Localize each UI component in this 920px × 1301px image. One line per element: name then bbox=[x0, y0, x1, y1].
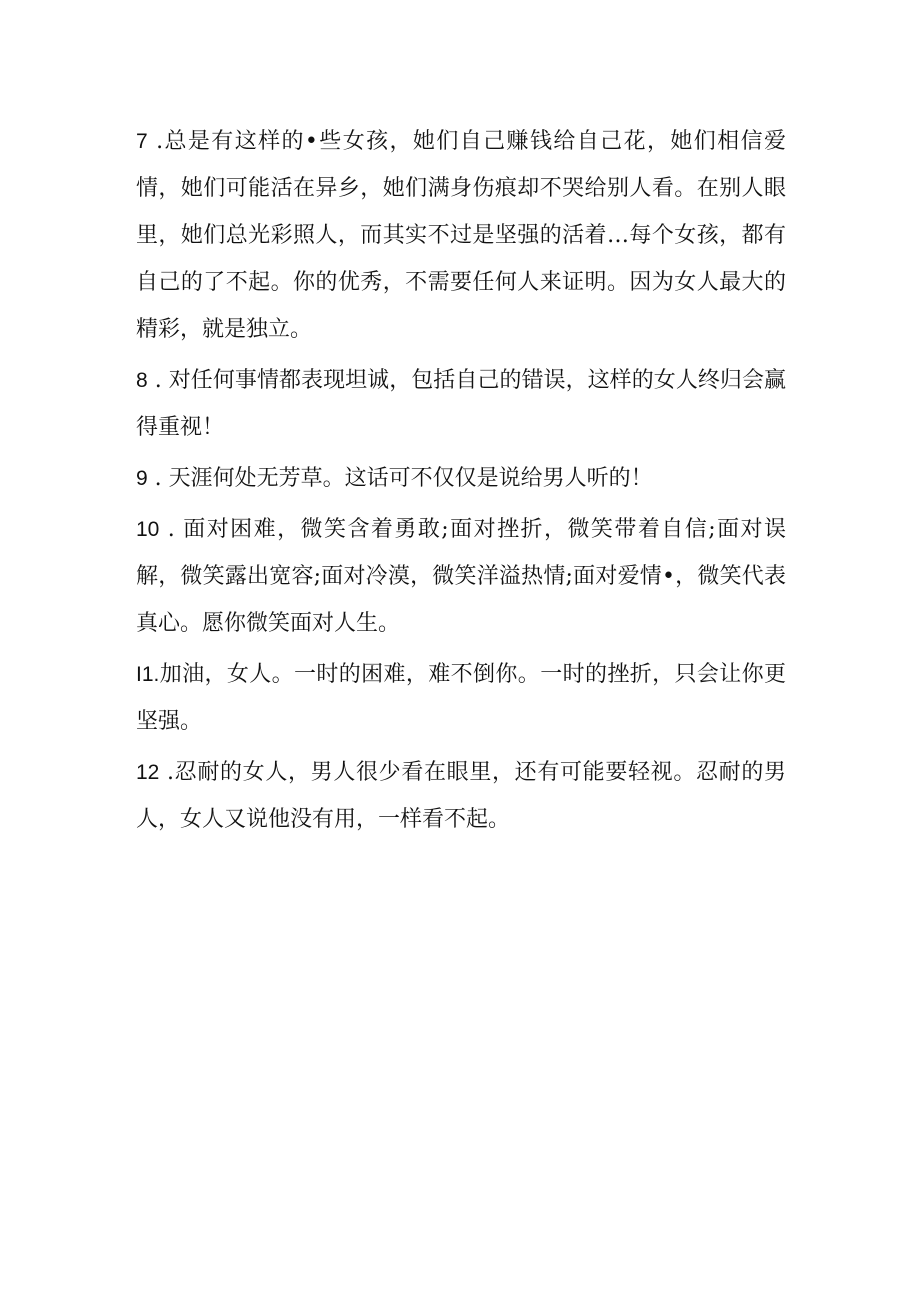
paragraph-text: .忍耐的女人，男人很少看在眼里，还有可能要轻视。忍耐的男人，女人又说他没有用，一样看不起。 bbox=[136, 760, 786, 832]
paragraph-11 bbox=[136, 651, 786, 745]
paragraph-text: . 对任何事情都表现坦诚，包括自己的错误，这样的女人终归会赢得重视！ bbox=[136, 368, 786, 440]
paragraph-text: 加油，女人。一时的困难，难不倒你。一时的挫折，只会让你更坚强。 bbox=[136, 662, 786, 734]
paragraph-text: . 天涯何处无芳草。这话可不仅仅是说给男人听的！ bbox=[147, 466, 653, 491]
paragraph-7 bbox=[136, 118, 786, 353]
document-body bbox=[136, 118, 786, 847]
paragraph-number: 12 bbox=[136, 761, 160, 784]
paragraph-9 bbox=[136, 455, 786, 502]
paragraph-number: 10 bbox=[136, 518, 160, 541]
paragraph-number: I1. bbox=[136, 663, 160, 686]
paragraph-number: 7 bbox=[136, 130, 148, 153]
paragraph-number: 9 bbox=[136, 467, 148, 490]
paragraph-8 bbox=[136, 357, 786, 451]
paragraph-text: . 面对困难，微笑含着勇敢;面对挫折，微笑带着自信;面对误解，微笑露出宽容;面对冷漠，微笑洋溢热情;面对爱情•，微笑代表真心。愿你微笑面对人生。 bbox=[136, 517, 786, 636]
paragraph-text: .总是有这样的•些女孩，她们自己赚钱给自己花，她们相信爱情，她们可能活在异乡，她们满身伤痕却不哭给别人看。在别人眼里，她们总光彩照人，而其实不过是坚强的活着…每个女孩，都有自己的了不起。你的优秀，不需要任何人来证明。因为女人最大的精彩，就是独立。 bbox=[136, 129, 786, 342]
paragraph-number: 8 bbox=[136, 369, 148, 392]
paragraph-10 bbox=[136, 506, 786, 647]
paragraph-12 bbox=[136, 749, 786, 843]
